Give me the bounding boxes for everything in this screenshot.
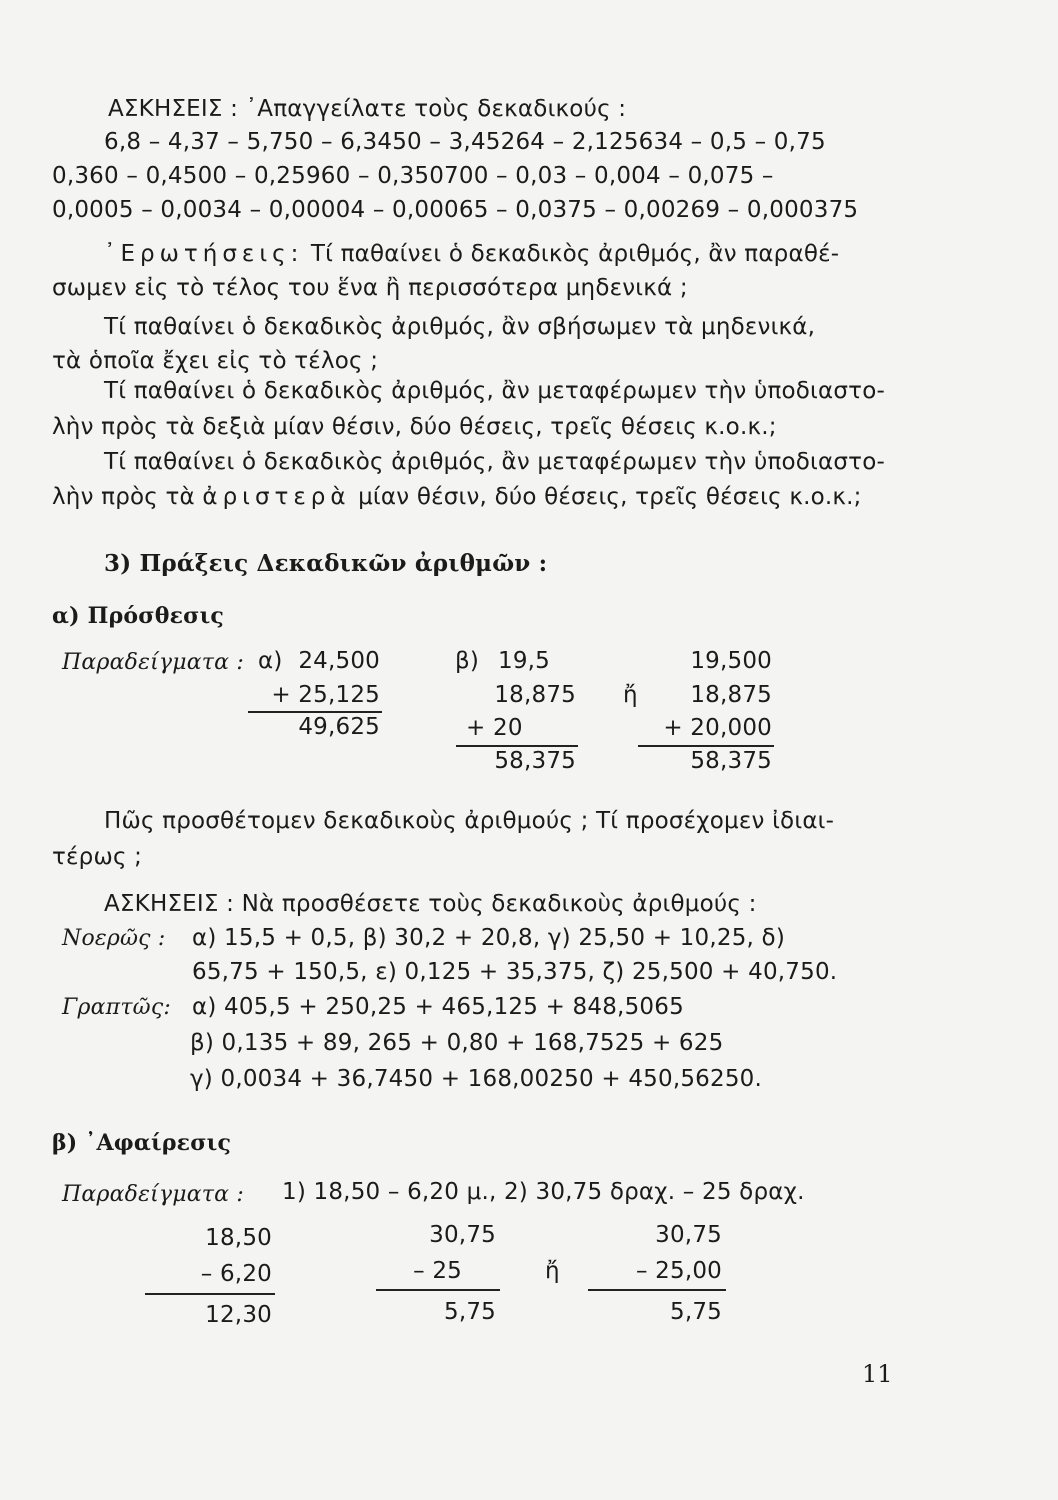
question-4-part-c: μίαν θέσιν, δύο θέσεις, τρεῖς θέσεις κ.ο.κ.; [358,484,862,510]
subtraction-b-line [376,1289,500,1291]
decimals-row-1: 6,8 – 4,37 – 5,750 – 6,3450 – 3,45264 – 2,125634 – 0,5 – 0,75 [104,129,826,155]
question-4-emphasis: ἀριστερὰ [202,484,351,510]
addition-a-number-1: 24,500 [298,648,380,674]
addition-a-number-2: + 25,125 [271,682,380,708]
subtraction-a-result: 12,30 [205,1302,272,1328]
subtraction-a-number-2: – 6,20 [200,1261,272,1287]
addition-c-number-3: + 20,000 [663,715,772,741]
oral-label: Νοερῶς : [62,926,166,951]
addition-heading: α) Πρόσθεσις [52,603,225,629]
subtraction-or: ἤ [545,1258,560,1284]
written-a: α) 405,5 + 250,25 + 465,125 + 848,5065 [192,994,684,1020]
question-2-line-2: τὰ ὁποῖα ἔχει εἰς τὸ τέλος ; [52,348,379,374]
subtraction-a-line [145,1293,275,1295]
written-b: β) 0,135 + 89, 265 + 0,80 + 168,7525 + 625 [190,1030,724,1056]
addition-b-number-2: 18,875 [494,682,576,708]
question-2-line-1: Τί παθαίνει ὁ δεκαδικὸς ἀριθμός, ἂν σβήσωμεν τὰ μηδενικά, [104,314,816,340]
question-3-line-1: Τί παθαίνει ὁ δεκαδικὸς ἀριθμός, ἂν μεταφέρωμεν τὴν ὑποδιαστο- [104,378,885,404]
question-4-line-2 [52,483,862,511]
addition-a-sum: 49,625 [298,714,380,740]
oral-line-2: 65,75 + 150,5, ε) 0,125 + 35,375, ζ) 25,500 + 40,750. [192,959,838,985]
exercises-2-intro: ΑΣΚΗΣΕΙΣ : Νὰ προσθέσετε τοὺς δεκαδικοὺς ἀριθμούς : [104,891,757,917]
addition-question-line-2: τέρως ; [52,844,143,870]
page-number: 11 [862,1360,893,1388]
questions-label: ᾽Ερωτήσεις: [104,241,304,267]
subtraction-heading: β) ᾽Αφαίρεσις [52,1130,232,1156]
section-3-title: 3) Πράξεις Δεκαδικῶν ἀριθμῶν : [104,550,548,577]
addition-b-number-1: 19,5 [498,648,551,674]
subtraction-b-result: 5,75 [443,1299,496,1325]
decimals-row-2: 0,360 – 0,4500 – 0,25960 – 0,350700 – 0,03 – 0,004 – 0,075 – [52,163,774,189]
addition-b-marker: β) [455,648,480,674]
addition-question-line-1: Πῶς προσθέτομεν δεκαδικοὺς ἀριθμούς ; Τί προσέχομεν ἰδιαι- [104,808,835,834]
addition-c-sum: 58,375 [690,748,772,774]
addition-examples-label: Παραδείγματα : [62,650,245,675]
subtraction-examples-label: Παραδείγματα : [62,1182,245,1207]
subtraction-examples: 1) 18,50 – 6,20 μ., 2) 30,75 δραχ. – 25 δραχ. [282,1179,805,1205]
question-1-text: Τί παθαίνει ὁ δεκαδικὸς ἀριθμός, ἂν παραθέ- [310,241,840,267]
addition-c-number-2: 18,875 [690,682,772,708]
question-1-line-2: σωμεν εἰς τὸ τέλος του ἕνα ἢ περισσότερα μηδενικά ; [52,275,688,301]
subtraction-c-result: 5,75 [669,1299,722,1325]
subtraction-a-number-1: 18,50 [205,1225,272,1251]
addition-b-sum: 58,375 [494,748,576,774]
subtraction-b-number-2: – 25 [413,1258,462,1284]
question-3-line-2: λὴν πρὸς τὰ δεξιὰ μίαν θέσιν, δύο θέσεις, τρεῖς θέσεις κ.ο.κ.; [52,414,777,440]
addition-b-number-3: + 20 [466,715,523,741]
subtraction-b-number-1: 30,75 [429,1222,496,1248]
subtraction-c-number-1: 30,75 [655,1222,722,1248]
question-4-line-1: Τί παθαίνει ὁ δεκαδικὸς ἀριθμός, ἂν μεταφέρωμεν τὴν ὑποδιαστο- [104,449,885,475]
addition-c-number-1: 19,500 [690,648,772,674]
addition-or: ἤ [623,682,638,708]
addition-a-marker: α) [258,648,283,674]
exercises-intro: ΑΣΚΗΣΕΙΣ : ᾽Απαγγείλατε τοὺς δεκαδικούς : [108,96,627,122]
written-label: Γραπτῶς: [62,995,171,1020]
subtraction-c-number-2: – 25,00 [635,1258,722,1284]
oral-line-1: α) 15,5 + 0,5, β) 30,2 + 20,8, γ) 25,50 + 10,25, δ) [192,925,785,951]
decimals-row-3: 0,0005 – 0,0034 – 0,00004 – 0,00065 – 0,0375 – 0,00269 – 0,000375 [52,197,859,223]
written-c: γ) 0,0034 + 36,7450 + 168,00250 + 450,56250. [190,1066,763,1092]
subtraction-c-line [588,1289,726,1291]
question-4-part-a: λὴν πρὸς τὰ [52,484,195,510]
question-1-line-1 [104,240,839,268]
